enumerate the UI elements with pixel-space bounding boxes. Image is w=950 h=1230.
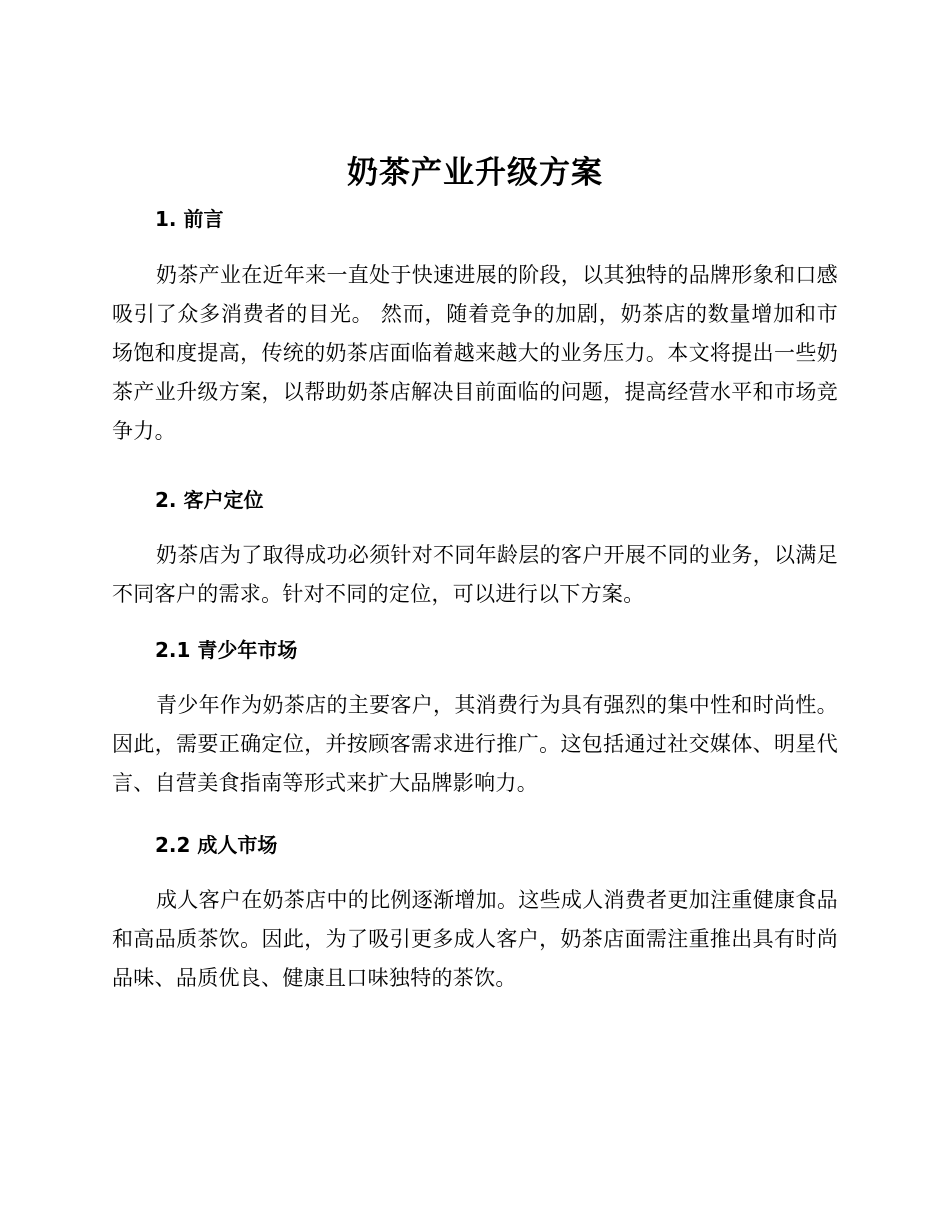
section-paragraph-customer-positioning: 奶茶店为了取得成功必须针对不同年龄层的客户开展不同的业务，以满足不同客户的需求。针对不同的定位，可以进行以下方案。 (112, 543, 838, 606)
section-heading-intro: 1. 前言 (155, 207, 224, 231)
document-title: 奶茶产业升级方案 (347, 155, 603, 191)
section-paragraph-youth-market: 青少年作为奶茶店的主要客户，其消费行为具有强烈的集中性和时尚性。因此，需要正确定位，并按顾客需求进行推广。这包括通过社交媒体、明星代言、自营美食指南等形式来扩大品牌影响力。 (112, 693, 838, 795)
section-paragraph-intro: 奶茶产业在近年来一直处于快速进展的阶段，以其独特的品牌形象和口感吸引了众多消费者的目光。 然而，随着竞争的加剧，奶茶店的数量增加和市场饱和度提高，传统的奶茶店面临着越来越大的业务压力。本文将提出一些奶茶产业升级方案，以帮助奶茶店解决目前面临的问题，提高经营水平和市场竞争力。 (112, 263, 838, 443)
section-heading-customer-positioning: 2. 客户定位 (155, 488, 264, 512)
section-paragraph-adult-market: 成人客户在奶茶店中的比例逐渐增加。这些成人消费者更加注重健康食品和高品质茶饮。因此，为了吸引更多成人客户，奶茶店面需注重推出具有时尚品味、品质优良、健康且口味独特的茶饮。 (112, 888, 838, 990)
section-heading-youth-market: 2.1 青少年市场 (155, 638, 298, 662)
section-heading-adult-market: 2.2 成人市场 (155, 833, 278, 857)
